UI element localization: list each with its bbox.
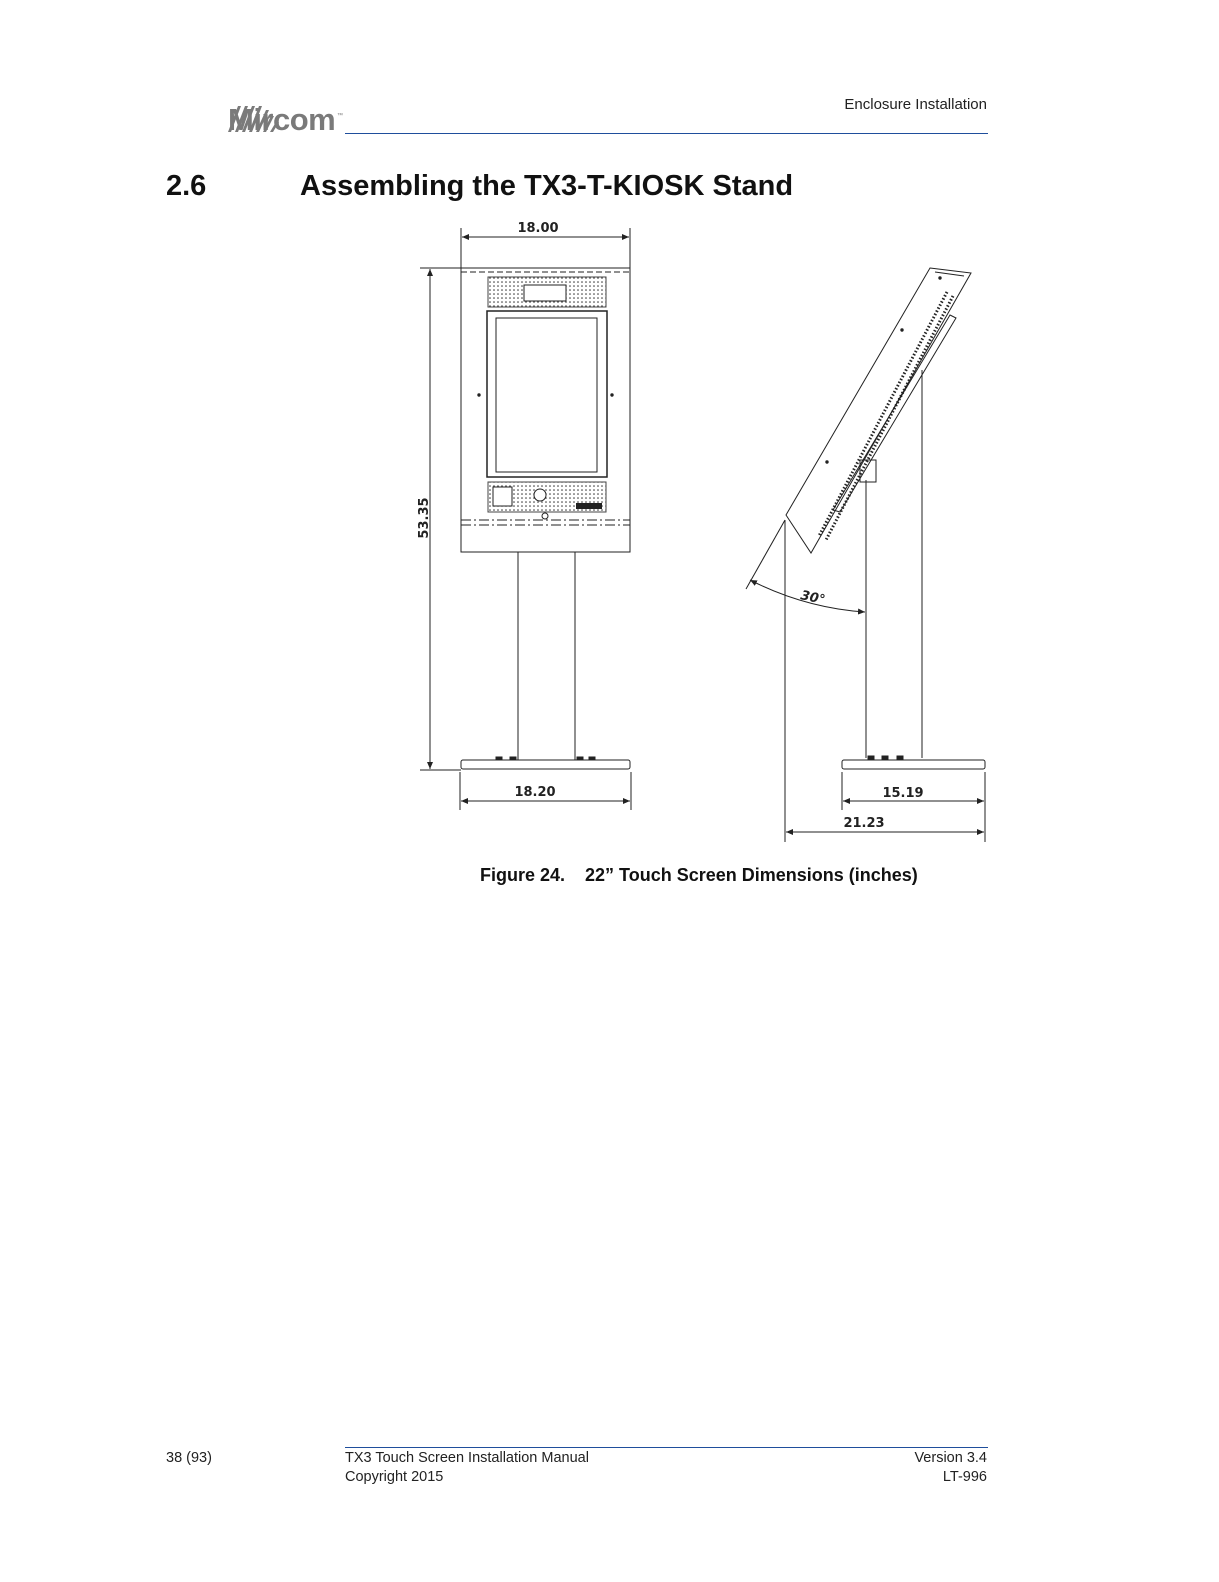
dim-top-width: 18.00 <box>517 221 559 236</box>
figure-caption: Figure 24. 22” Touch Screen Dimensions (inches) <box>480 865 918 885</box>
kiosk-dimension-drawing <box>400 215 1000 855</box>
dim-side-base: 15.19 <box>882 786 924 801</box>
dim-height: 53.35 <box>417 497 432 539</box>
document-id: LT-996 <box>942 1469 987 1485</box>
dim-angle: 30° <box>799 588 827 609</box>
header-rule <box>345 133 988 134</box>
page-number: 38 (93) <box>166 1450 212 1466</box>
dim-base-width: 18.20 <box>514 785 556 800</box>
trademark-symbol: ™ <box>337 113 343 119</box>
header-section-label: Enclosure Installation <box>844 96 987 113</box>
dim-side-depth: 21.23 <box>843 816 885 831</box>
side-enclosure <box>786 268 971 553</box>
version: Version 3.4 <box>914 1450 987 1466</box>
section-number: 2.6 <box>166 170 207 202</box>
footer-rule <box>345 1447 988 1448</box>
manual-title: TX3 Touch Screen Installation Manual <box>345 1450 589 1466</box>
brand-name: Mircom <box>228 102 336 137</box>
section-title: Assembling the TX3-T-KIOSK Stand <box>300 170 794 202</box>
copyright: Copyright 2015 <box>345 1469 444 1485</box>
